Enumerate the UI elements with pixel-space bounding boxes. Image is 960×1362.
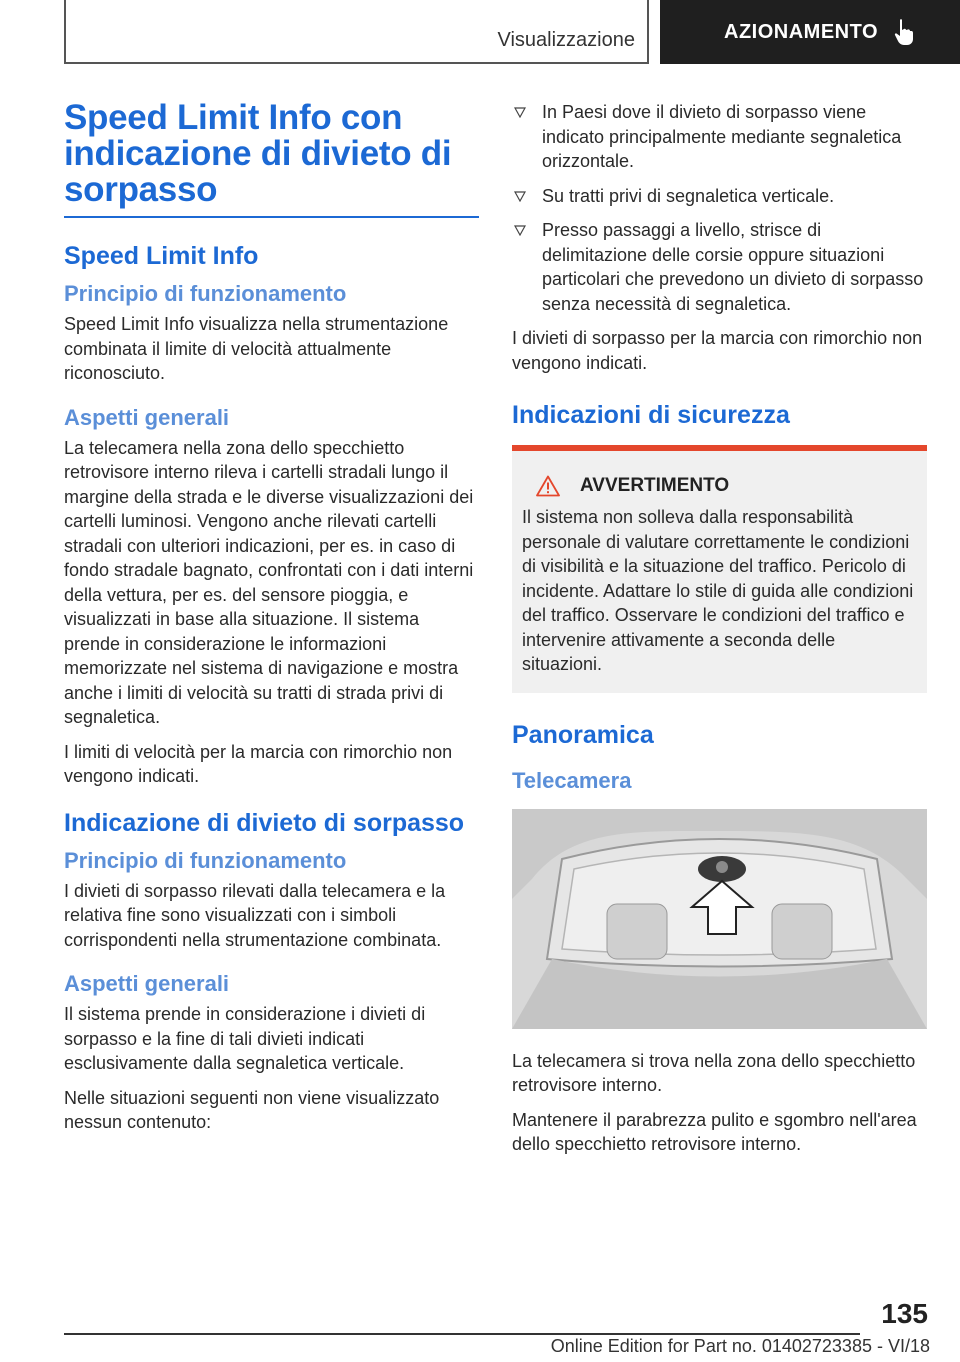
car-interior-illustration (512, 809, 927, 1029)
heading-overview: Panoramica (512, 720, 654, 749)
paragraph-general-1b: I limiti di velocità per la marcia con rimorchio non vengono indicati. (64, 741, 453, 786)
paragraph-general-1a: La telecamera nella zona dello specchietto retrovisore interno rileva i cartelli stradali lungo il margine della strada e le diverse visualizzazioni dei cartelli luminosi. Vengono anche rilevati cartelli stradali con ulteriori indicazioni, per es. in caso di fondo stradale bagnato, confrontati con i dati interni della vettura, per es. del sensore pioggia, e visualizzati in base alla situazione. Il sistema prende in considerazione le informazioni memorizzate nel sistema di navigazione e mostra anche i limiti di velocità su tratti di strada privi di segnaletica. (64, 437, 474, 727)
heading-camera: Telecamera (512, 767, 632, 793)
right-column (512, 100, 927, 1167)
triangle-bullet-icon (514, 107, 526, 118)
warning-triangle-icon (536, 475, 560, 497)
heading-speed-limit-info: Speed Limit Info (64, 242, 259, 270)
page-title: Speed Limit Info con indicazione di divieto di sorpasso (64, 98, 452, 209)
warning-box (512, 445, 927, 693)
triangle-bullet-icon (514, 225, 526, 236)
situations-list (512, 100, 927, 316)
camera-location-image (512, 809, 927, 1029)
heading-no-passing: Indicazione di divieto di sorpasso (64, 808, 465, 837)
heading-general-1: Aspetti generali (64, 404, 230, 430)
paragraph-trailer: I divieti di sorpasso per la marcia con rimorchio non vengono indicati. (512, 328, 923, 373)
list-item-text: Presso passaggi a livello, strisce di delimitazione delle corsie oppure situazioni particolari che prevedono un divieto di sorpasso senza necessità di segnaletica. (542, 220, 924, 314)
paragraph-general-2b: Nelle situazioni seguenti non viene visualizzato nessun contenuto: (64, 1087, 440, 1132)
header-chapter-label: AZIONAMENTO (724, 20, 879, 43)
footer-rule (64, 1333, 860, 1335)
page-number: 135 (881, 1298, 928, 1329)
warning-title: AVVERTIMENTO (580, 475, 730, 496)
pointing-hand-icon (892, 18, 916, 46)
heading-principle-1: Principio di funzionamento (64, 281, 347, 306)
list-item-text: Su tratti privi di segnaletica verticale. (542, 185, 835, 206)
header-section-tab (64, 0, 649, 64)
paragraph-principle-2: I divieti di sorpasso rilevati dalla telecamera e la relativa fine sono visualizzati con i simboli corrispondenti nella strumentazione combinata. (64, 880, 446, 950)
heading-principle-2: Principio di funzionamento (64, 847, 347, 873)
header-chapter-tab (660, 0, 960, 64)
triangle-bullet-icon (514, 191, 526, 202)
footer-edition: Online Edition for Part no. 01402723385 - VI/18 (550, 1336, 930, 1356)
warning-header (522, 475, 917, 497)
paragraph-general-2a: Il sistema prende in considerazione i divieti di sorpasso e la fine di tali divieti indicati esclusivamente dalla segnaletica verticale. (64, 1004, 426, 1073)
list-item (512, 218, 927, 316)
list-item (512, 184, 927, 209)
paragraph-camera-1: La telecamera si trova nella zona dello specchietto retrovisore interno. (512, 1050, 916, 1095)
header-section-label: Visualizzazione (497, 29, 635, 51)
warning-text: Il sistema non solleva dalla responsabilità personale di valutare correttamente le condizioni di visibilità e la situazione del traffico. Pericolo di incidente. Adattare lo stile di guida alle condizioni del traffico. Osservare le condizioni del traffico e intervenire attivamente a seconda delle situazioni. (522, 507, 914, 674)
title-rule (64, 216, 479, 218)
heading-safety: Indicazioni di sicurezza (512, 401, 790, 429)
paragraph-principle-1: Speed Limit Info visualizza nella strumentazione combinata il limite di velocità attualmente riconosciuto. (64, 314, 449, 383)
list-item-text: In Paesi dove il divieto di sorpasso viene indicato principalmente mediante segnaletica orizzontale. (542, 102, 902, 171)
paragraph-camera-2: Mantenere il parabrezza pulito e sgombro nell'area dello specchietto retrovisore interno. (512, 1109, 917, 1154)
heading-general-2: Aspetti generali (64, 971, 230, 996)
left-column (64, 100, 479, 1145)
list-item (512, 100, 927, 174)
